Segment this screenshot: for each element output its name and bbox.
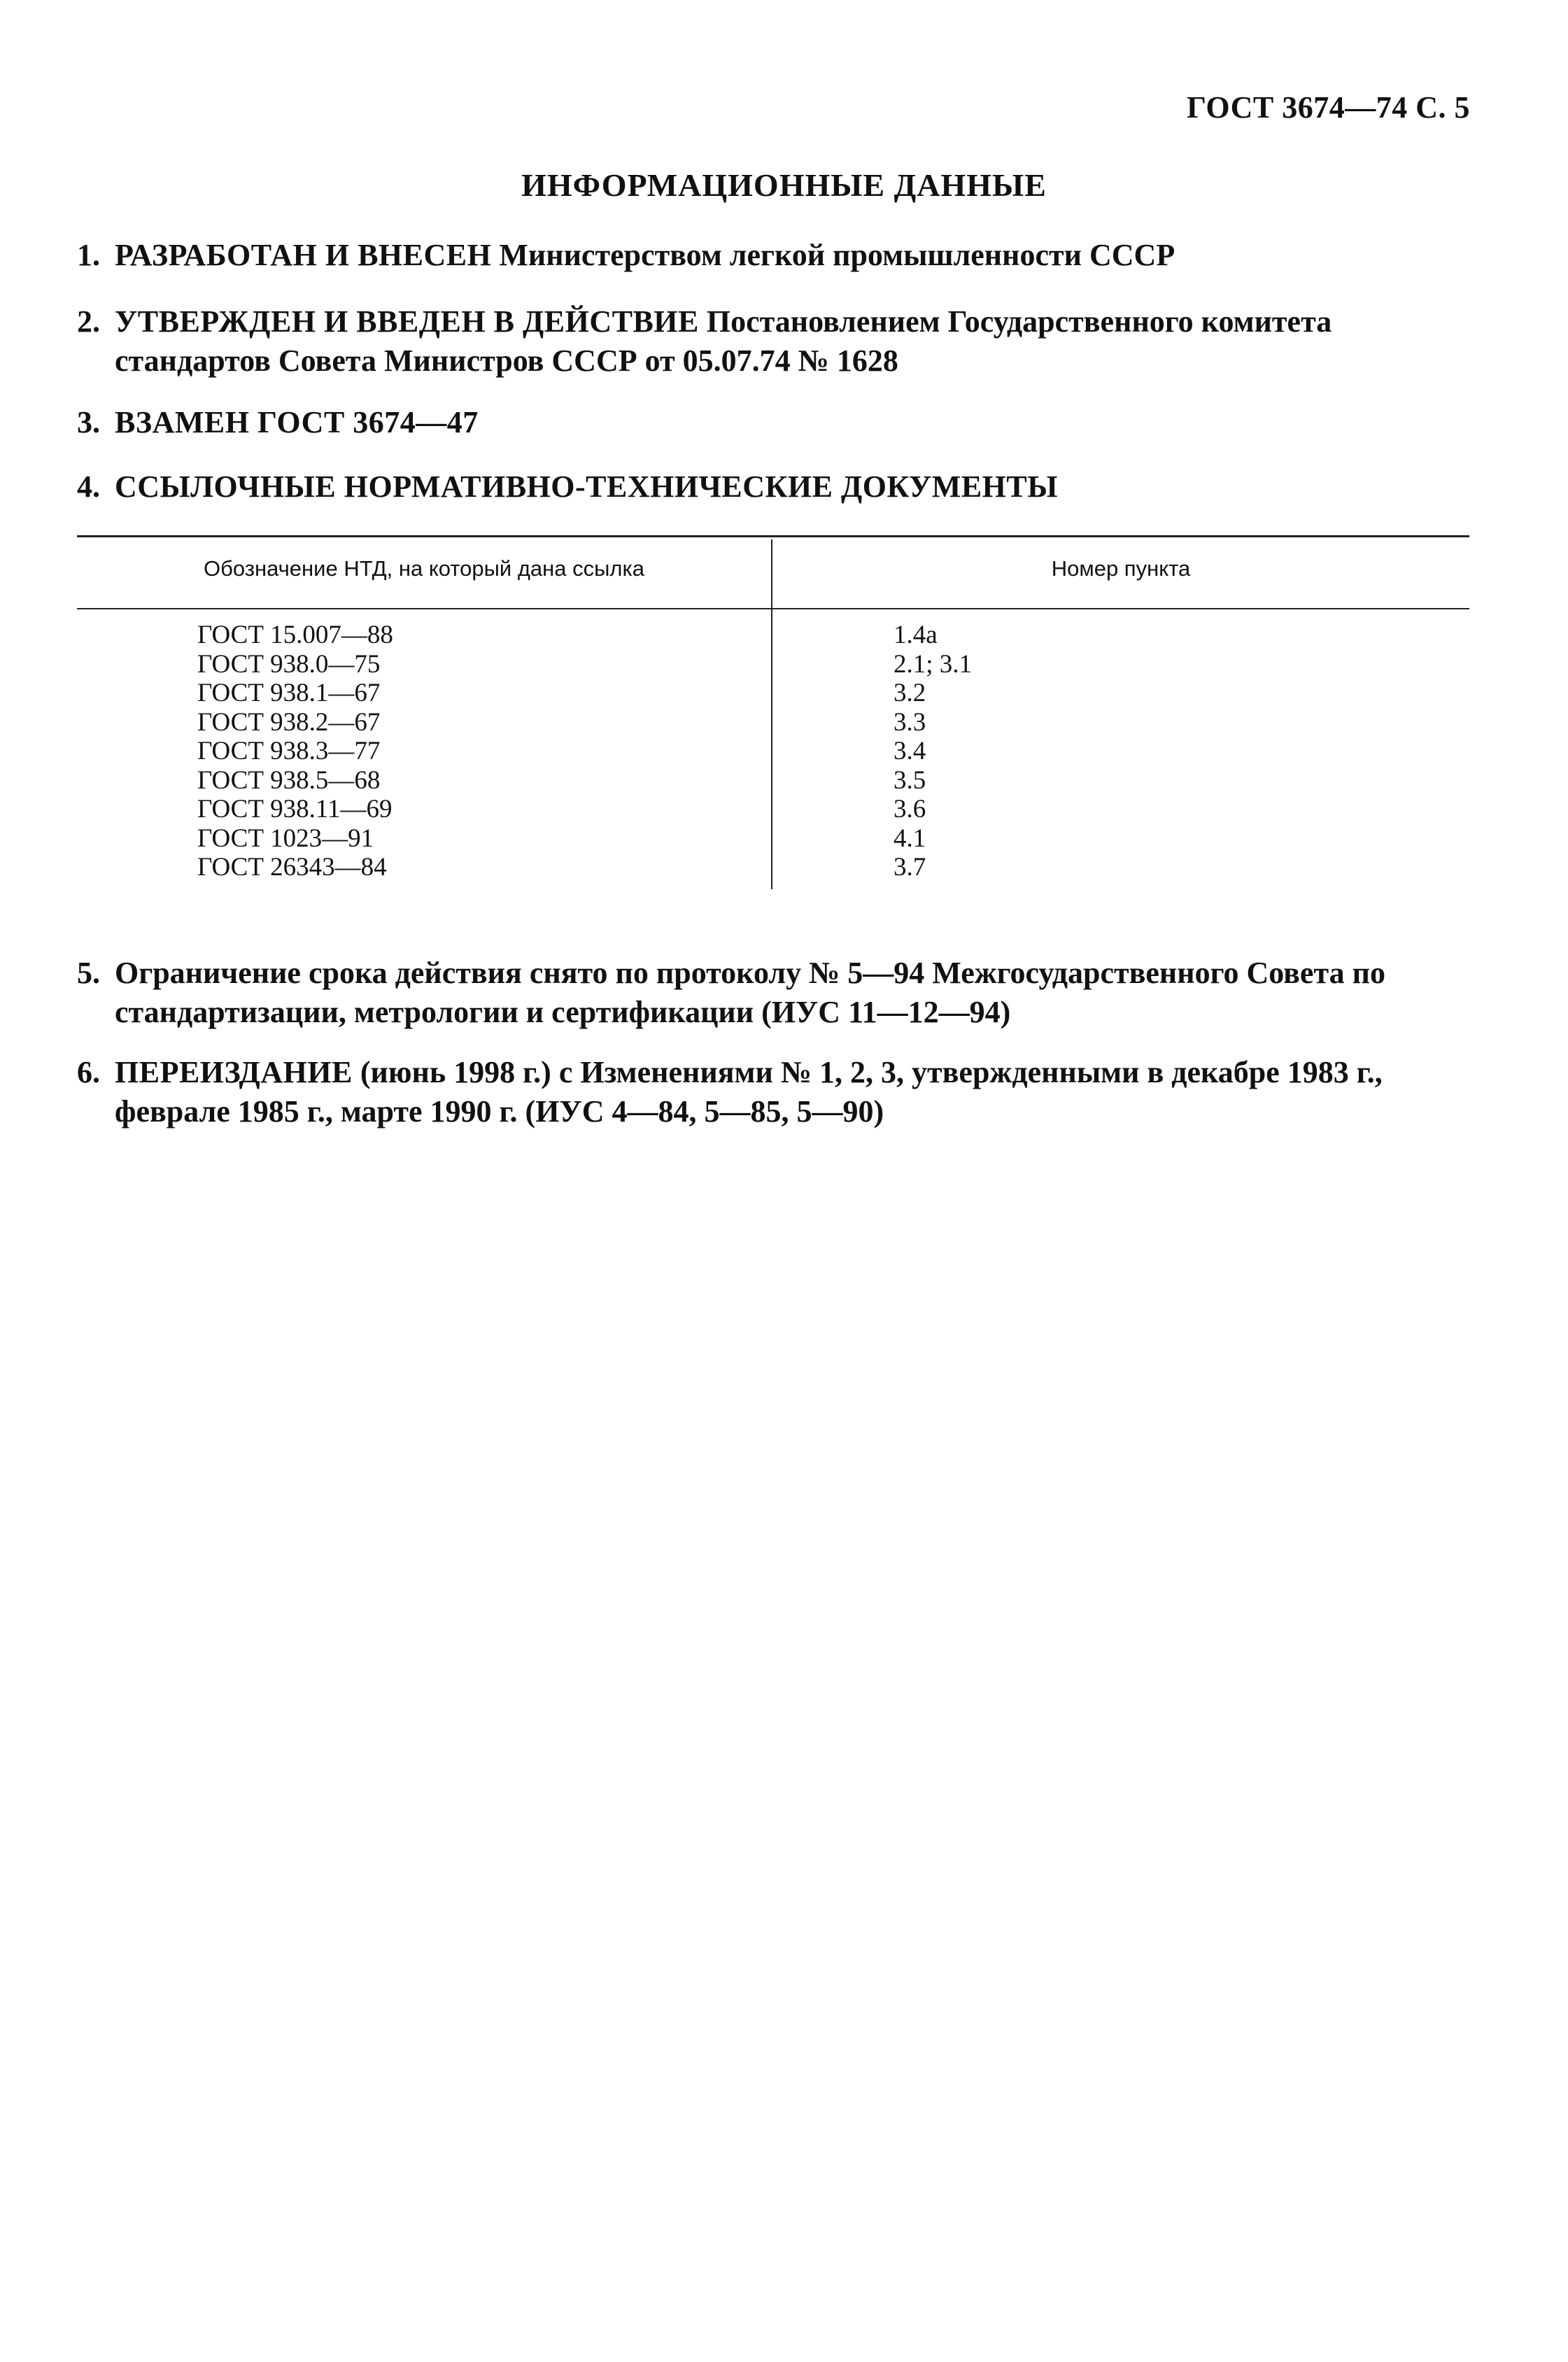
item-caps: ССЫЛОЧНЫЕ НОРМАТИВНО-ТЕХНИЧЕСКИЕ ДОКУМЕНТЫ: [115, 469, 1058, 504]
table-cell-document: ГОСТ 938.1—67: [197, 679, 381, 707]
page-header: ГОСТ 3674—74 С. 5: [1186, 90, 1470, 125]
table-cell-document: ГОСТ 15.007—88: [197, 621, 393, 649]
info-item-4: [77, 467, 1469, 507]
table-cell-clause: 3.3: [894, 707, 926, 737]
table-cell-clause: 3.6: [894, 795, 926, 823]
item-text: Постановлением Государственного комитета стандартов Совета Министров СССР от 05.07.74 № 1628: [115, 304, 1332, 378]
item-number: 4.: [77, 469, 100, 504]
table-column-divider: [771, 539, 772, 889]
table-cell-clause: 2.1; 3.1: [894, 649, 973, 679]
item-number: 2.: [77, 304, 100, 339]
table-header-rule: [77, 608, 1469, 609]
table-cell-clause: 1.4а: [894, 621, 938, 649]
table-cell-document: ГОСТ 938.11—69: [197, 795, 393, 823]
page-title: ИНФОРМАЦИОННЫЕ ДАННЫЕ: [521, 167, 1047, 203]
table-cell-clause: 3.4: [894, 737, 926, 765]
table-cell-document: ГОСТ 26343—84: [197, 853, 387, 882]
table-top-rule: [77, 535, 1469, 537]
references-table: [77, 535, 1469, 892]
table-header-clause: Номер пункта: [1051, 556, 1191, 581]
table-cell-document: ГОСТ 938.3—77: [197, 737, 381, 765]
table-cell-document: ГОСТ 938.5—68: [197, 765, 381, 795]
item-caps: РАЗРАБОТАН И ВНЕСЕН: [115, 238, 492, 272]
info-item-5: [77, 954, 1469, 1032]
item-number: 5.: [77, 956, 100, 990]
table-cell-document: ГОСТ 938.2—67: [197, 707, 381, 737]
item-text: Министерством легкой промышленности СССР: [491, 238, 1175, 272]
info-item-2: [77, 302, 1469, 381]
table-cell-clause: 3.7: [894, 853, 926, 882]
table-cell-clause: 3.2: [894, 679, 926, 707]
item-number: 3.: [77, 405, 100, 439]
table-column-clauses: [894, 621, 972, 882]
item-number: 6.: [77, 1055, 100, 1089]
table-cell-document: ГОСТ 1023—91: [197, 823, 374, 853]
item-caps: ПЕРЕИЗДАНИЕ: [115, 1055, 353, 1089]
info-item-6: [77, 1053, 1469, 1131]
info-item-3: [77, 403, 1469, 442]
table-cell-document: ГОСТ 938.0—75: [197, 649, 381, 679]
table-cell-clause: 3.5: [894, 765, 926, 795]
info-item-1: [77, 236, 1469, 275]
table-column-documents: [197, 621, 393, 882]
item-number: 1.: [77, 238, 100, 272]
table-cell-clause: 4.1: [894, 823, 926, 853]
table-header-document: Обозначение НТД, на который дана ссылка: [204, 556, 644, 581]
item-text: Ограничение срока действия снято по протоколу № 5—94 Межгосударственного Совета по стандартизации, метрологии и сертификации (ИУС 11—12—94): [115, 956, 1385, 1029]
item-caps: УТВЕРЖДЕН И ВВЕДЕН В ДЕЙСТВИЕ: [115, 304, 699, 339]
item-text: (июнь 1998 г.) с Изменениями № 1, 2, 3, утвержденными в декабре 1983 г., феврале 1985 г., марте 1990 г. (ИУС 4—84, 5—85, 5—90): [115, 1055, 1383, 1129]
item-caps: ВЗАМЕН ГОСТ 3674—47: [115, 405, 479, 439]
